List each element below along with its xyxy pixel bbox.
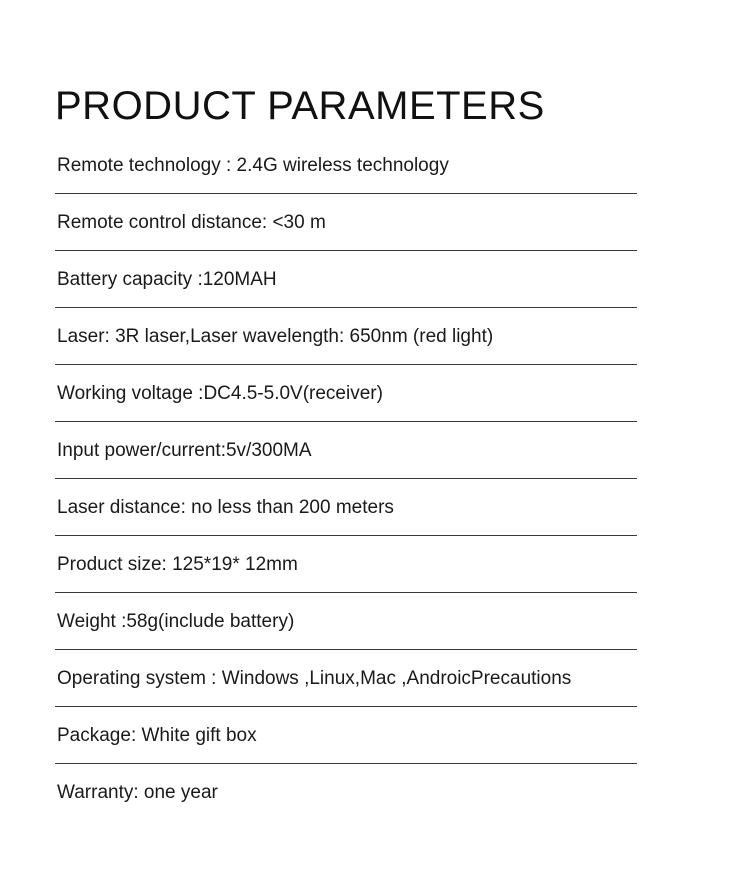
parameter-text: Remote control distance: <30 m: [57, 212, 326, 233]
parameter-text: Product size: 125*19* 12mm: [57, 554, 298, 575]
parameter-row-weight: [55, 593, 637, 650]
parameter-text: Warranty: one year: [57, 782, 218, 803]
parameter-row-laser-distance: [55, 479, 637, 536]
parameter-row-operating-system: [55, 650, 637, 707]
parameter-text: Input power/current:5v/300MA: [57, 440, 312, 461]
parameter-row-remote-technology: [55, 137, 637, 194]
parameter-text: Package: White gift box: [57, 725, 257, 746]
parameter-row-remote-control-distance: [55, 194, 637, 251]
parameter-row-battery-capacity: [55, 251, 637, 308]
parameter-text: Laser: 3R laser,Laser wavelength: 650nm (red light): [57, 326, 494, 347]
parameter-text: Working voltage :DC4.5-5.0V(receiver): [57, 383, 383, 404]
parameter-row-product-size: [55, 536, 637, 593]
parameter-text: Battery capacity :120MAH: [57, 269, 277, 290]
page-title: PRODUCT PARAMETERS: [55, 84, 545, 128]
parameter-text: Remote technology : 2.4G wireless technology: [57, 155, 449, 176]
parameter-row-input-power: [55, 422, 637, 479]
parameter-row-package: [55, 707, 637, 764]
parameter-text: Operating system : Windows ,Linux,Mac ,AndroicPrecautions: [57, 668, 572, 689]
parameter-text: Laser distance: no less than 200 meters: [57, 497, 394, 518]
parameter-row-warranty: [55, 764, 637, 821]
parameter-row-working-voltage: [55, 365, 637, 422]
parameter-row-laser: [55, 308, 637, 365]
parameter-text: Weight :58g(include battery): [57, 611, 295, 632]
parameter-list: [55, 137, 637, 821]
